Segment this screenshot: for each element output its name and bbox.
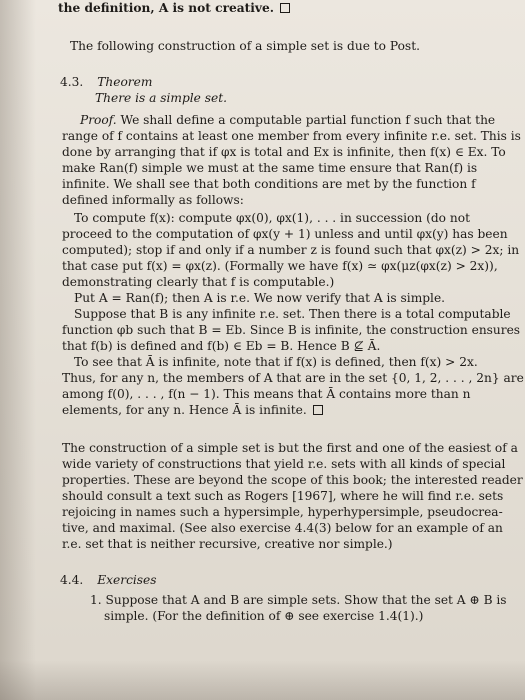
text-line: among f(0), . . . , f(n − 1). This means that Ā contains more than n <box>62 387 471 401</box>
text-line: To see that Ā is infinite, note that if f(x) is defined, then f(x) > 2x. <box>74 355 478 369</box>
exercise-item: simple. (For the definition of ⊕ see exercise 1.4(1).) <box>104 609 424 623</box>
text-line: elements, for any n. Hence Ā is infinite. <box>62 402 323 418</box>
text-line: function φb such that B = Eb. Since B is infinite, the construction ensures <box>62 323 521 337</box>
end-of-proof-box <box>280 3 290 13</box>
text-line: should consult a text such as Rogers [1967], where he will find r.e. sets <box>62 489 504 503</box>
text-line: computed); stop if and only if a number z is found such that φx(z) > 2x; in <box>62 243 520 257</box>
text-line: that case put f(x) = φx(z). (Formally we have f(x) ≃ φx(μz(φx(z) > 2x)), <box>62 259 498 273</box>
section-title: Exercises <box>97 573 157 587</box>
text-line: Proof. We shall define a computable partial function f such that the <box>80 113 496 127</box>
theorem-statement: There is a simple set. <box>95 91 228 105</box>
text-line: Put A = Ran(f); then A is r.e. We now verify that A is simple. <box>74 291 446 305</box>
text-line: r.e. set that is neither recursive, creative nor simple.) <box>62 537 393 551</box>
exercise-item: 1. Suppose that A and B are simple sets. Show that the set A ⊕ B is <box>90 593 507 607</box>
page-curl-shadow <box>0 0 36 700</box>
page-bottom-shadow <box>0 660 525 700</box>
theorem-heading <box>60 74 152 90</box>
text-line: range of f contains at least one member from every infinite r.e. set. This is <box>62 129 521 143</box>
proof-label: Proof. <box>80 113 117 127</box>
section-number: 4.4. <box>60 573 84 587</box>
text-line: Suppose that B is any infinite r.e. set. Then there is a total computable <box>74 307 511 321</box>
text-line: To compute f(x): compute φx(0), φx(1), . . . in succession (do not <box>74 211 470 225</box>
text-line: rejoicing in names such a hypersimple, hyperhypersimple, pseudocrea- <box>62 505 503 519</box>
text-line: wide variety of constructions that yield r.e. sets with all kinds of special <box>62 457 506 471</box>
text-line: properties. These are beyond the scope of this book; the interested reader <box>62 473 523 487</box>
text-line: defined informally as follows: <box>62 193 244 207</box>
end-of-proof-box <box>313 405 323 415</box>
text-line: proceed to the computation of φx(y + 1) unless and until φx(y) has been <box>62 227 508 241</box>
text-line: make Ran(f) simple we must at the same time ensure that Ran(f) is <box>62 161 478 175</box>
text-line: infinite. We shall see that both conditions are met by the function f <box>62 177 476 191</box>
theorem-number: 4.3. <box>60 75 84 89</box>
text-line: the definition, A is not creative. <box>58 0 290 16</box>
text-line: The following construction of a simple set is due to Post. <box>70 39 420 53</box>
theorem-title: Theorem <box>97 75 153 89</box>
text-line: tive, and maximal. (See also exercise 4.4(3) below for an example of an <box>62 521 503 535</box>
text-line: demonstrating clearly that f is computable.) <box>62 275 335 289</box>
text-line: Thus, for any n, the members of A that are in the set {0, 1, 2, . . . , 2n} are <box>62 371 524 385</box>
exercises-heading <box>60 572 157 588</box>
text-line: done by arranging that if φx is total and Ex is infinite, then f(x) ∈ Ex. To <box>62 145 506 159</box>
text-line: that f(b) is defined and f(b) ∈ Eb = B. Hence B ⊈ Ā. <box>62 339 381 353</box>
text-line: The construction of a simple set is but the first and one of the easiest of a <box>62 441 518 455</box>
